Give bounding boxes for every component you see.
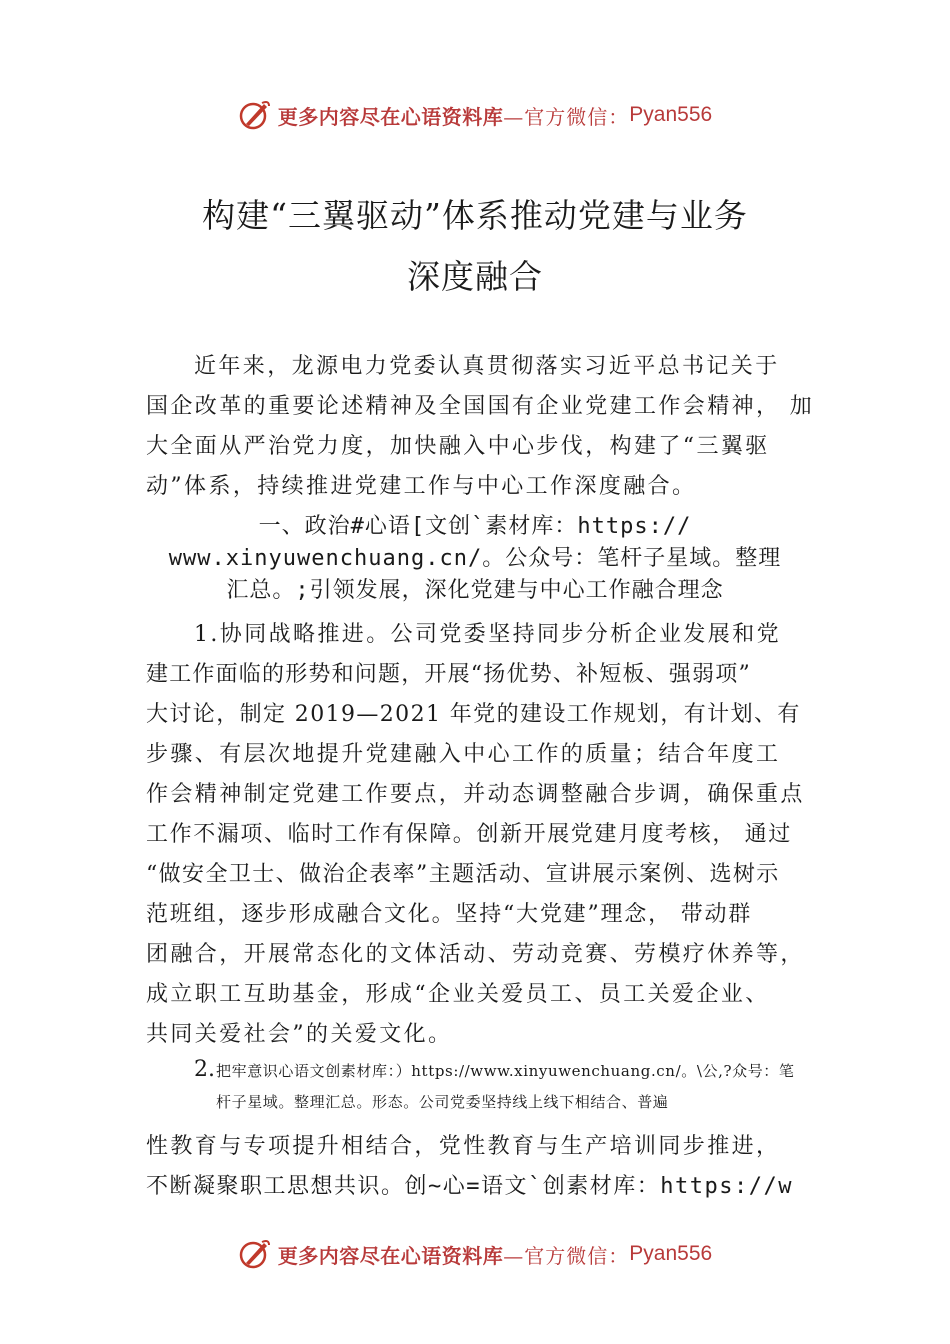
banner-main-text: 更多内容尽在心语资料库 — [277, 104, 504, 129]
banner-wechat-id: Pyan556 — [629, 103, 713, 126]
intro-line-4: 动”体系，持续推进党建工作与中心工作深度融合。 — [146, 474, 697, 499]
intro-line-2: 国企改革的重要论述精神及全国国有企业党建工作会精神， 加 — [146, 394, 815, 419]
footer-banner — [0, 1234, 950, 1274]
item1-line-6: 工作不漏项、临时工作有保障。创新开展党建月度考核， 通过 — [146, 822, 792, 847]
item1-line-1: 1.协同战略推进。公司党委坚持同步分析企业发展和党 — [194, 622, 781, 647]
intro-line-3: 大全面从严治党力度，加快融入中心步伐，构建了“三翼驱 — [146, 434, 770, 459]
header-banner — [0, 95, 950, 135]
item2-number: 2. — [194, 1057, 215, 1082]
item1-line-10: 成立职工互助基金，形成“企业关爱员工、员工关爱企业、 — [146, 982, 770, 1007]
quill-logo-icon — [238, 98, 272, 132]
item1-line-9: 团融合，开展常态化的文体活动、劳动竞赛、劳模疗休养等， — [146, 942, 805, 967]
intro-line-1: 近年来，龙源电力党委认真贯彻落实习近平总书记关于 — [194, 354, 780, 379]
item2-line-1: 性教育与专项提升相结合，党性教育与生产培训同步推进， — [146, 1134, 781, 1159]
item2-small-line-2: 杆子星域。整理汇总。形态。公司党委坚持线上线下相结合、普遍 — [216, 1093, 669, 1111]
item1-line-8: 范班组，逐步形成融合文化。坚持“大党建”理念， 带动群 — [146, 902, 753, 927]
document-title-line-2: 深度融合 — [407, 257, 543, 296]
item2-line-2: 不断凝聚职工思想共识。创~心=语文`创素材库：https://w — [146, 1174, 793, 1199]
document-title-line-1: 构建“三翼驱动”体系推动党建与业务 — [202, 196, 748, 235]
item1-line-2: 建工作面临的形势和问题，开展“扬优势、补短板、强弱项” — [146, 662, 751, 687]
banner-main-text: 更多内容尽在心语资料库 — [277, 1243, 504, 1268]
quill-logo-icon — [238, 1237, 272, 1271]
section1-line-3: 汇总。;引领发展，深化党建与中心工作融合理念 — [226, 578, 724, 603]
item1-line-4: 步骤、有层次地提升党建融入中心工作的质量；结合年度工 — [146, 742, 781, 767]
item1-line-3: 大讨论，制定 2019—2021 年党的建设工作规划，有计划、有 — [146, 702, 801, 727]
item2-small-line-1: 把牢意识心语文创素材库：）https://www.xinyuwenchuang.cn/。\公,?众号：笔 — [216, 1062, 795, 1080]
section1-line-2: www.xinyuwenchuang.cn/。公众号：笔杆子星域。整理 — [168, 546, 782, 571]
banner-sub-text: —官方微信： — [503, 104, 630, 129]
banner-sub-text: —官方微信： — [503, 1243, 630, 1268]
item1-line-11: 共同关爱社会”的关爱文化。 — [146, 1022, 453, 1047]
banner-wechat-id: Pyan556 — [629, 1242, 713, 1265]
item1-line-5: 作会精神制定党建工作要点，并动态调整融合步调，确保重点 — [146, 782, 805, 807]
section1-line-1: 一、政治#心语[文创`素材库：https:// — [258, 514, 692, 539]
item1-line-7: “做安全卫士、做治企表率”主题活动、宣讲展示案例、选树示 — [146, 862, 780, 887]
